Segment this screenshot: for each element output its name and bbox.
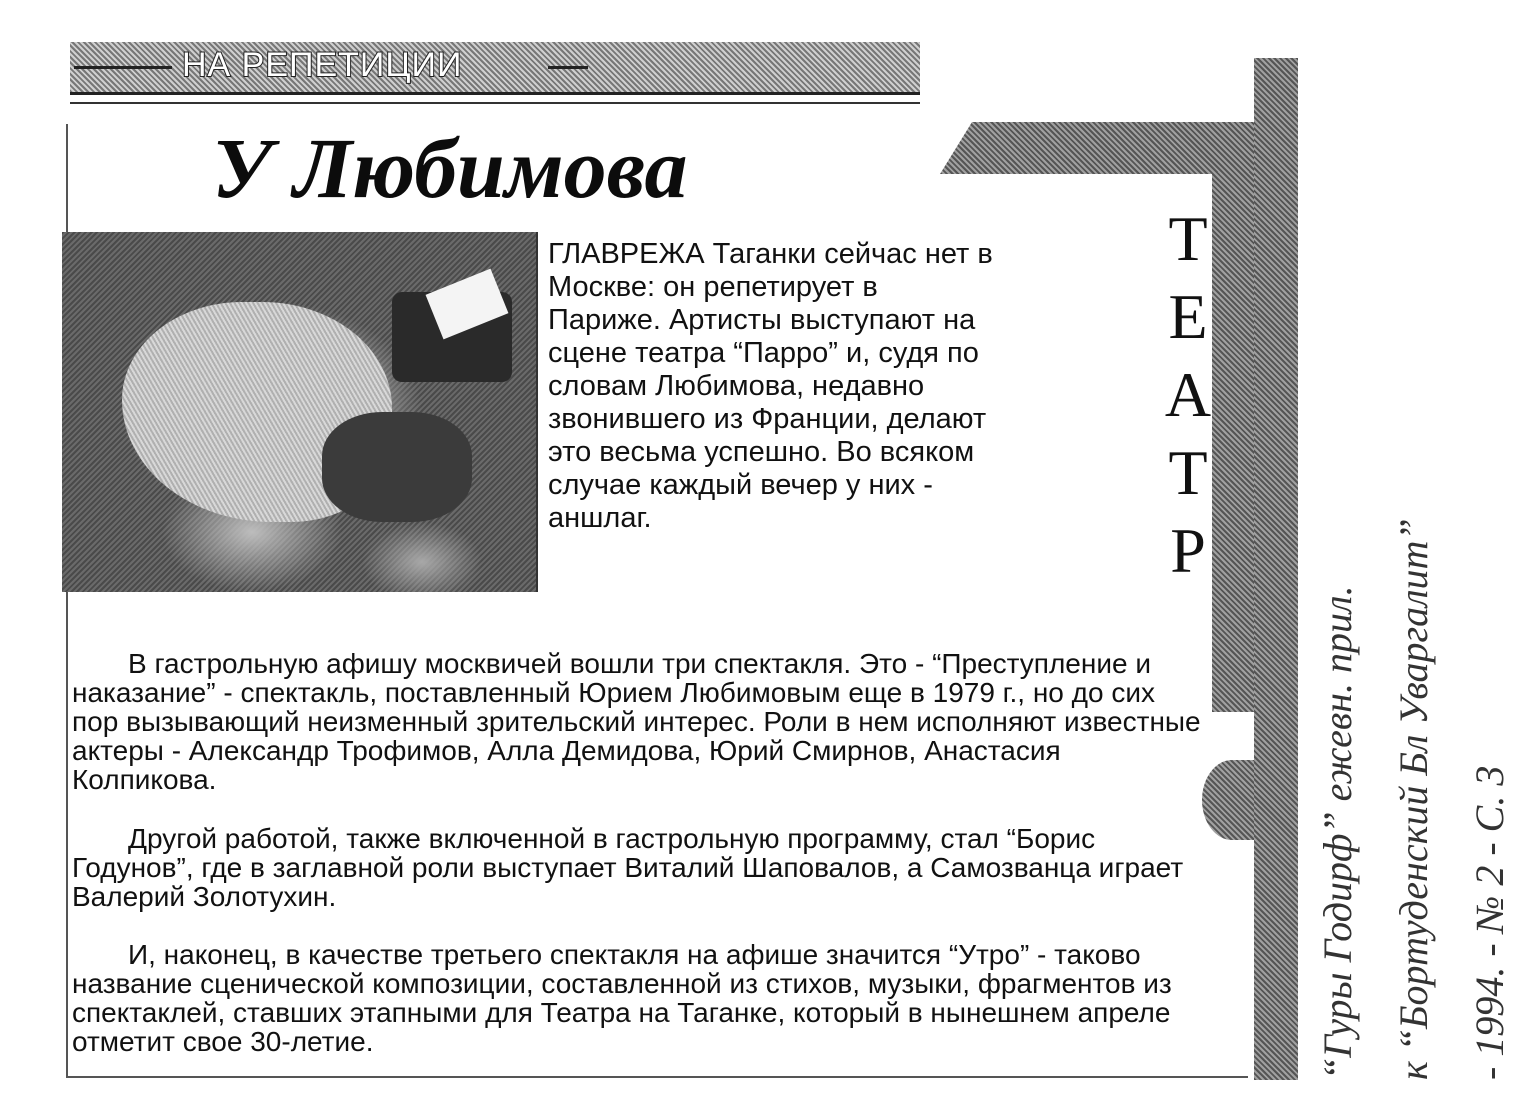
article-paragraph: И, наконец, в качестве третьего спектакля на афише значится “Утро” - таково название сценической композиции, составленной из стихов, музыки, фрагментов из спектаклей, ставших этапными для Театра на Таганке, который в нынешнем апреле отметит свое 30-летие. xyxy=(72,939,1172,1058)
article-photo xyxy=(62,232,538,592)
rubric-label: НА РЕПЕТИЦИИ xyxy=(182,46,463,84)
section-letter: Е xyxy=(1168,281,1208,352)
rubric-rule-left xyxy=(74,66,172,69)
article-body xyxy=(72,620,1202,1086)
article-paragraph: В гастрольную афишу москвичей вошли три спектакля. Это - “Преступление и наказание” - спектакль, поставленный Юрием Любимовым еще в 1979 г., но до сих пор вызывающий неизменный зрительский интерес. Роли в нем исполняют известные актеры - Александр Трофимов, Алла Демидова, Юрий Смирнов, Анастасия Колпикова. xyxy=(72,648,1201,796)
section-letter: Т xyxy=(1168,437,1208,508)
handwritten-line: “Гуры Годирф” ежевн. прил. xyxy=(1315,585,1360,1080)
photo-shadow xyxy=(322,412,472,522)
section-label xyxy=(1164,200,1212,590)
rubric-bar xyxy=(70,42,920,95)
section-frame-notch xyxy=(1202,760,1262,840)
article-headline: У Любимова xyxy=(212,120,688,216)
rubric-rule-right xyxy=(548,66,588,69)
article-lead: ГЛАВРЕЖА Таганки сейчас нет в Москве: он репетирует в Париже. Артисты выступают на сцене театра “Парро” и, судя по словам Любимова, недавно звонившего из Франции, делают это весьма успешно. Во всяком случае каждый вечер у них - аншлаг. xyxy=(548,238,993,534)
handwritten-note xyxy=(1300,518,1528,1080)
section-letter: Т xyxy=(1168,203,1208,274)
article-paragraph: Другой работой, также включенной в гастрольную программу, стал “Борис Годунов”, где в заглавной роли выступает Виталий Шаповалов, а Самозванца играет Валерий Золотухин. xyxy=(72,822,1184,912)
section-frame-post xyxy=(1212,172,1256,712)
handwritten-line: - 1994. - № 2 - С. 3 xyxy=(1467,765,1512,1080)
section-letter: А xyxy=(1164,359,1212,430)
rubric-underline xyxy=(70,102,920,104)
section-frame-top xyxy=(940,122,1260,174)
section-letter: Р xyxy=(1170,515,1206,586)
section-frame-bar xyxy=(1254,58,1298,1080)
handwritten-line: к “Бортуденский Бл Уваргалит” xyxy=(1391,518,1436,1080)
